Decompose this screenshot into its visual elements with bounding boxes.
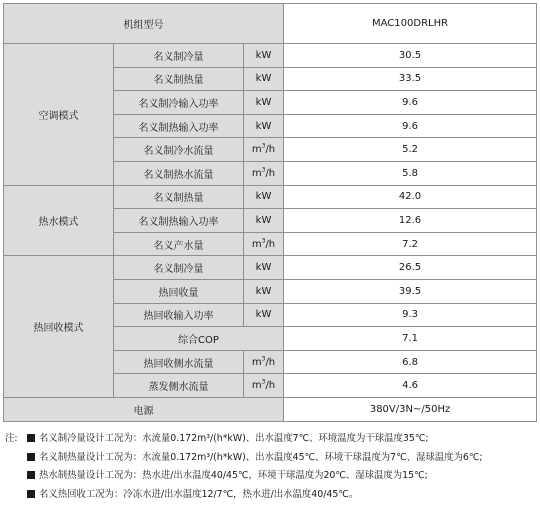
unit-cell: $m^3/h$ [244, 138, 284, 162]
mode-label-cell: 热水模式 [4, 185, 114, 256]
power-label-cell: 电源 [4, 397, 284, 421]
value-cell: 42.0 [284, 185, 537, 209]
note-text: 热水制热量设计工况为：热水进/出水温度40/45℃，环境干球温度为20℃、湿球温度为15℃; [39, 470, 428, 482]
value-cell: 39.5 [284, 279, 537, 303]
spec-table [3, 3, 537, 422]
value-cell: 30.5 [284, 44, 537, 68]
value-cell: 9.3 [284, 303, 537, 327]
mode-label-cell: 热回收模式 [4, 256, 114, 398]
note-line [5, 486, 535, 505]
unit-cell: $m^3/h$ [244, 350, 284, 374]
param-label-cell: 名义制热水流量 [114, 161, 244, 185]
square-bullet-icon [27, 471, 35, 479]
value-cell: 9.6 [284, 91, 537, 115]
unit-cell: kW [244, 91, 284, 115]
note-text: 名义制热量设计工况为：水流量0.172m³/(h*kW)、出水温度45℃、环境干球温度为7℃、湿球温度为6℃; [39, 451, 483, 463]
value-cell: 9.6 [284, 114, 537, 138]
param-label-cell: 名义制热量 [114, 67, 244, 91]
square-bullet-icon [27, 453, 35, 461]
value-cell: 5.2 [284, 138, 537, 162]
param-label-cell: 热回收量 [114, 279, 244, 303]
unit-cell: kW [244, 209, 284, 233]
param-label-cell: 热回收输入功率 [114, 303, 244, 327]
param-label-cell: 名义产水量 [114, 232, 244, 256]
param-label-cell: 名义制冷量 [114, 256, 244, 280]
square-bullet-icon [27, 434, 35, 442]
param-label-cell: 名义制冷水流量 [114, 138, 244, 162]
note-text: 名义热回收工况为：冷冻水进/出水温度12/7℃，热水进/出水温度40/45℃。 [39, 488, 359, 500]
mode-label-cell: 空调模式 [4, 44, 114, 186]
value-cell: 33.5 [284, 67, 537, 91]
param-label-cell: 名义制热输入功率 [114, 209, 244, 233]
table-row [4, 44, 537, 68]
param-label-cell: 名义制冷量 [114, 44, 244, 68]
unit-cell: $m^3/h$ [244, 232, 284, 256]
param-label-cell: 名义制冷输入功率 [114, 91, 244, 115]
header-row [4, 4, 537, 44]
table-row [4, 256, 537, 280]
unit-cell: kW [244, 44, 284, 68]
notes [5, 430, 535, 504]
value-cell: 5.8 [284, 161, 537, 185]
value-cell: 7.1 [284, 327, 537, 351]
value-cell: 26.5 [284, 256, 537, 280]
unit-cell: kW [244, 303, 284, 327]
note-line [5, 467, 535, 486]
note-line [5, 449, 535, 468]
unit-cell: kW [244, 114, 284, 138]
square-bullet-icon [27, 490, 35, 498]
value-cell: 12.6 [284, 209, 537, 233]
param-label-cell: 综合COP [114, 327, 284, 351]
param-label-cell: 名义制热量 [114, 185, 244, 209]
unit-cell: kW [244, 256, 284, 280]
value-cell: 6.8 [284, 350, 537, 374]
power-value-cell: 380V/3N~/50Hz [284, 397, 537, 421]
unit-cell: $m^3/h$ [244, 161, 284, 185]
table-row [4, 185, 537, 209]
unit-cell: $m^3/h$ [244, 374, 284, 398]
model-value-cell: MAC100DRLHR [284, 4, 537, 44]
value-cell: 7.2 [284, 232, 537, 256]
note-line [5, 430, 535, 449]
value-cell: 4.6 [284, 374, 537, 398]
param-label-cell: 蒸发侧水流量 [114, 374, 244, 398]
unit-cell: kW [244, 185, 284, 209]
unit-cell: kW [244, 279, 284, 303]
note-text: 名义制冷量设计工况为：水流量0.172m³/(h*kW)、出水温度7℃、环境温度为干球温度35℃; [39, 433, 429, 444]
unit-cell: kW [244, 67, 284, 91]
param-label-cell: 热回收侧水流量 [114, 350, 244, 374]
notes-prefix: 注: [5, 433, 18, 444]
param-label-cell: 名义制热输入功率 [114, 114, 244, 138]
model-label-cell: 机组型号 [4, 4, 284, 44]
power-row [4, 397, 537, 421]
